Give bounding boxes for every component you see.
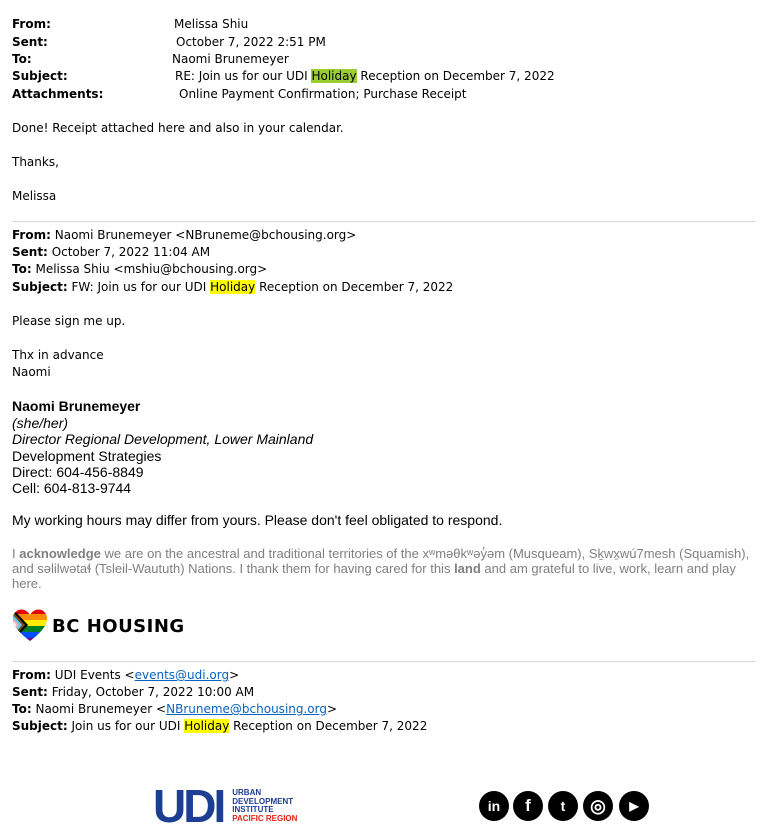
- nbruneme-email-link[interactable]: NBruneme@bchousing.org: [166, 702, 327, 716]
- to-value: Naomi Brunemeyer: [172, 52, 289, 66]
- udi-logo-words: [232, 789, 297, 823]
- header2-subject-highlight: Holiday: [210, 280, 256, 294]
- header2-to-value: Melissa Shiu <mshiu@bchousing.org>: [35, 262, 268, 276]
- header2-subject-label: Subject:: [12, 280, 68, 294]
- sent-value: October 7, 2022 2:51 PM: [176, 35, 326, 49]
- header2-sent-value: October 7, 2022 11:04 AM: [51, 245, 211, 259]
- header3-to-row: [12, 701, 337, 718]
- body2-line1: Please sign me up.: [12, 314, 126, 328]
- header2-subject-post: Reception on December 7, 2022: [255, 280, 454, 294]
- attachments-value[interactable]: Online Payment Confirmation; Purchase Receipt: [179, 87, 467, 101]
- udi-logo-line3: INSTITUTE: [232, 805, 274, 814]
- linkedin-icon[interactable]: in: [479, 791, 509, 821]
- subject-text-post: Reception on December 7, 2022: [356, 69, 555, 83]
- subject-label: Subject:: [12, 69, 68, 83]
- signature-dept: Development Strategies: [12, 448, 162, 464]
- header3-to-label: To:: [12, 702, 32, 716]
- attachments-label: Attachments:: [12, 87, 104, 101]
- header3-subject-highlight: Holiday: [184, 719, 230, 733]
- land-acknowledgement: [12, 546, 756, 591]
- header2-sent-row: [12, 244, 210, 261]
- udi-logo-line1: URBAN: [232, 788, 262, 797]
- body1-line1: Done! Receipt attached here and also in your calendar.: [12, 121, 344, 135]
- events-email-link[interactable]: events@udi.org: [134, 668, 230, 682]
- ack-bold1: acknowledge: [19, 546, 101, 561]
- divider-2: [12, 661, 756, 662]
- signature-hours-note: My working hours may differ from yours. Please don't feel obligated to respond.: [12, 512, 503, 528]
- header3-subject-pre: Join us for our UDI: [71, 719, 185, 733]
- header3-to-pre: Naomi Brunemeyer <: [35, 702, 167, 716]
- header3-sent-value: Friday, October 7, 2022 10:00 AM: [51, 685, 255, 699]
- header2-to-label: To:: [12, 262, 32, 276]
- header3-from-row: [12, 667, 239, 684]
- subject-highlight: Holiday: [311, 69, 357, 83]
- body1-line3: Melissa: [12, 189, 57, 203]
- subject-text-pre: RE: Join us for our UDI: [175, 69, 312, 83]
- header2-subject-row: [12, 279, 453, 296]
- header2-sent-label: Sent:: [12, 245, 48, 259]
- progress-pride-heart-icon: [12, 608, 48, 644]
- facebook-icon[interactable]: f: [513, 791, 543, 821]
- signature-title: Director Regional Development, Lower Mainland: [12, 431, 314, 447]
- header2-from-value: Naomi Brunemeyer <NBruneme@bchousing.org>: [54, 228, 357, 242]
- udi-logo-line2: DEVELOPMENT: [232, 796, 294, 806]
- bc-housing-logo-text: BC HOUSING: [52, 615, 185, 637]
- from-value: Melissa Shiu: [174, 17, 249, 31]
- twitter-icon[interactable]: t: [548, 791, 578, 821]
- udi-logo-mark: UDI: [153, 780, 224, 832]
- bc-housing-logo: [12, 607, 185, 645]
- header3-subject-row: [12, 718, 427, 735]
- ack-part3: and am grateful to live, work, learn and play here.: [12, 561, 736, 591]
- ack-part2: we are on the ancestral and traditional territories of the xʷməθkʷəy̓əm (Musqueam), Sḵwx̱wú7mesh (Squamish), and səlilwətaɬ (Tsleil-Waututh) Nations. I thank them for having cared for this: [12, 546, 750, 576]
- header3-from-post: >: [229, 668, 240, 682]
- header3-sent-row: [12, 684, 254, 701]
- from-label: From:: [12, 17, 51, 31]
- body2-line3: Naomi: [12, 365, 51, 379]
- udi-logo[interactable]: [153, 780, 298, 832]
- signature-direct-phone: Direct: 604-456-8849: [12, 464, 144, 480]
- header2-from-row: [12, 227, 356, 244]
- header2-from-label: From:: [12, 228, 51, 242]
- header3-subject-post: Reception on December 7, 2022: [229, 719, 428, 733]
- to-label: To:: [12, 52, 32, 66]
- ack-part1: I: [12, 546, 20, 561]
- header3-from-pre: UDI Events <: [54, 668, 135, 682]
- signature-name: Naomi Brunemeyer: [12, 398, 141, 414]
- udi-logo-line4: PACIFIC REGION: [232, 813, 298, 823]
- body2-line2: Thx in advance: [12, 348, 104, 362]
- ack-bold2: land: [454, 561, 481, 576]
- header2-to-row: [12, 261, 267, 278]
- youtube-icon[interactable]: ▶: [619, 791, 649, 821]
- instagram-icon[interactable]: ◎: [583, 791, 613, 821]
- header3-sent-label: Sent:: [12, 685, 48, 699]
- sent-label: Sent:: [12, 35, 48, 49]
- signature-pronouns: (she/her): [12, 415, 69, 431]
- header3-to-post: >: [327, 702, 338, 716]
- divider-1: [12, 221, 756, 222]
- header3-from-label: From:: [12, 668, 51, 682]
- signature-cell-phone: Cell: 604-813-9744: [12, 480, 132, 496]
- body1-line2: Thanks,: [12, 155, 59, 169]
- subject-value: [175, 68, 555, 85]
- header3-subject-label: Subject:: [12, 719, 68, 733]
- header2-subject-pre: FW: Join us for our UDI: [71, 280, 211, 294]
